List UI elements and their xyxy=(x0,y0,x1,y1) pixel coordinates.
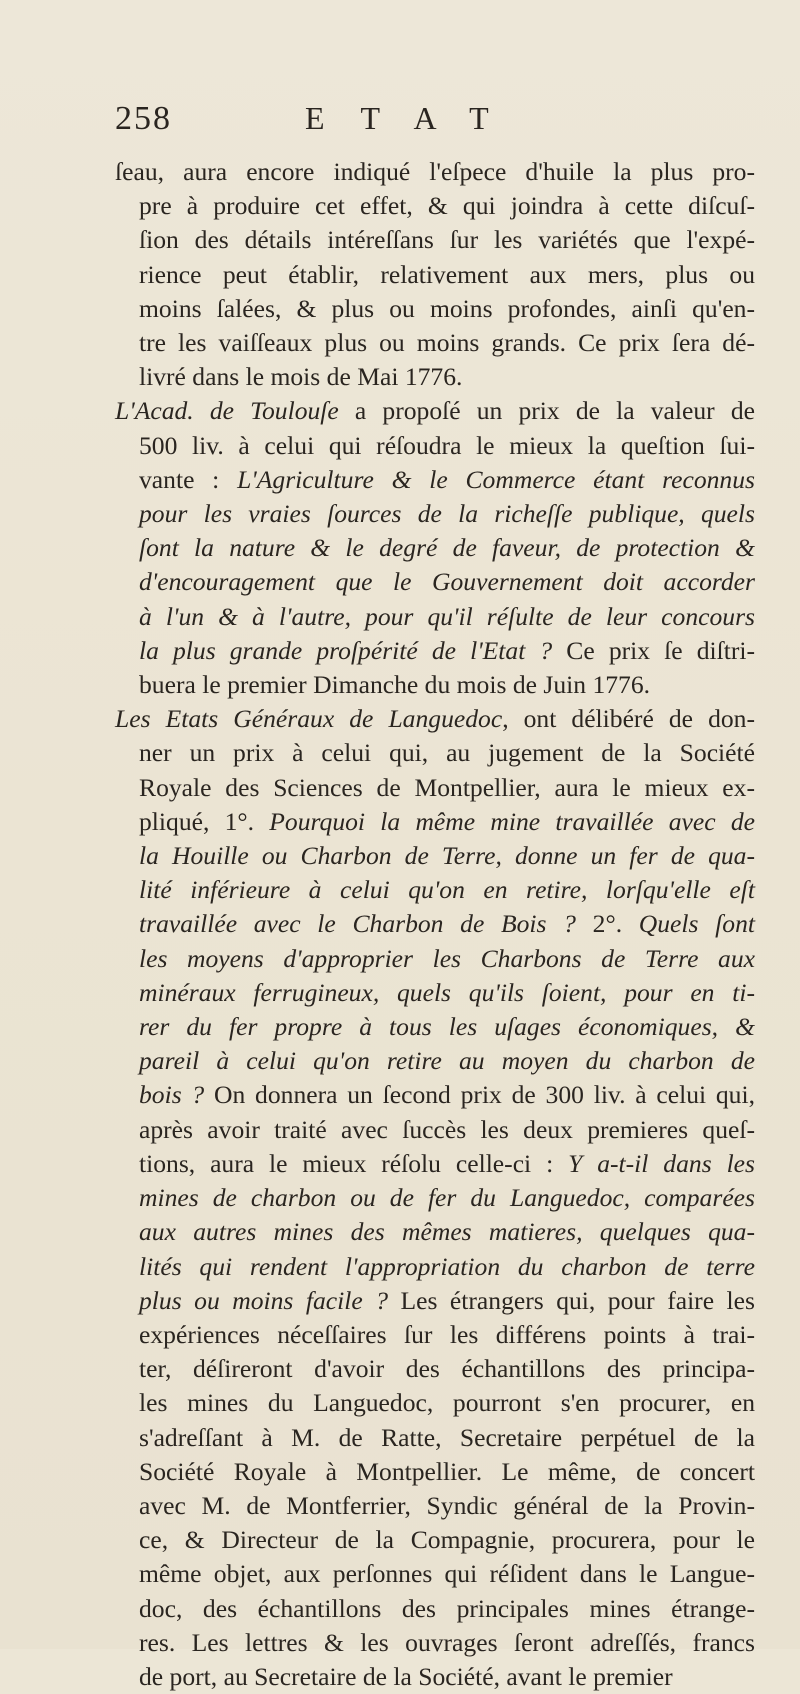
roman-text: a propoſé un prix de la valeur de xyxy=(338,396,755,426)
text-line xyxy=(115,360,755,394)
text-line xyxy=(115,1010,755,1044)
text-line xyxy=(115,1318,755,1352)
italic-text: Y a-t-il dans les xyxy=(568,1148,755,1178)
text-line xyxy=(115,258,755,292)
text-line xyxy=(115,1489,755,1523)
italic-text: rer du fer propre à tous les uſages économiques, & xyxy=(139,1012,755,1042)
text-line xyxy=(115,394,755,428)
italic-text: Quels ſont xyxy=(638,909,755,939)
roman-text: s'adreſſant à M. de Ratte, Secretaire perpétuel de la xyxy=(139,1422,755,1452)
roman-text: 500 liv. à celui qui réſoudra le mieux la queſtion ſui- xyxy=(139,430,755,460)
italic-text: aux autres mines des mêmes matieres, quelques qua- xyxy=(139,1217,755,1247)
text-line xyxy=(115,429,755,463)
italic-text: bois ? xyxy=(139,1080,205,1110)
text-line xyxy=(115,1352,755,1386)
running-head: ETAT xyxy=(305,100,525,136)
roman-text: ſion des détails intéreſſans ſur les variétés que l'expé- xyxy=(139,225,755,255)
text-line xyxy=(115,668,755,702)
roman-text: ner un prix à celui qui, au jugement de la Société xyxy=(139,738,755,768)
roman-text: après avoir traité avec ſuccès les deux premieres queſ- xyxy=(139,1114,755,1144)
text-line xyxy=(115,1250,755,1284)
text-line xyxy=(115,1284,755,1318)
roman-text: Royale des Sciences de Montpellier, aura le mieux ex- xyxy=(139,772,755,802)
roman-text: res. Les lettres & les ouvrages ſeront adreſſés, francs xyxy=(139,1627,755,1657)
text-line xyxy=(115,1626,755,1660)
page-number: 258 xyxy=(115,100,172,137)
text-line xyxy=(115,771,755,805)
text-line xyxy=(115,1044,755,1078)
italic-text: lité inférieure à celui qu'on en retire, lorſqu'elle eſt xyxy=(139,875,755,905)
roman-text: ter, déſireront d'avoir des échantillons des principa- xyxy=(139,1354,755,1384)
page-body-text xyxy=(115,155,755,1694)
roman-text: Les étrangers qui, pour faire les xyxy=(388,1285,755,1315)
italic-text: mines de charbon ou de fer du Languedoc, comparées xyxy=(139,1183,755,1213)
italic-text: la Houille ou Charbon de Terre, donne un fer de qua- xyxy=(139,841,755,871)
italic-text: Pourquoi la même mine travaillée avec de xyxy=(269,806,755,836)
text-line xyxy=(115,189,755,223)
roman-text: pre à produire cet effet, & qui joindra à cette diſcuſ- xyxy=(139,191,755,221)
roman-text: buera le premier Dimanche du mois de Juin 1776. xyxy=(139,670,651,700)
paragraph xyxy=(115,394,755,702)
text-line xyxy=(115,1215,755,1249)
roman-text: de port, au Secretaire de la Société, avant le premier xyxy=(139,1661,673,1691)
italic-text: L'Agriculture & le Commerce étant reconnus xyxy=(237,464,755,494)
roman-text: moins ſalées, & plus ou moins profondes, ainſi qu'en- xyxy=(139,293,755,323)
italic-text: L'Acad. de Toulouſe xyxy=(115,396,339,426)
roman-text: ce, & Directeur de la Compagnie, procurera, pour le xyxy=(139,1525,755,1555)
italic-text: ſont la nature & le degré de faveur, de protection & xyxy=(139,533,755,563)
roman-text: vante : xyxy=(139,464,238,494)
text-line xyxy=(115,942,755,976)
roman-text: doc, des échantillons des principales mines étrange- xyxy=(139,1593,755,1623)
text-line xyxy=(115,497,755,531)
roman-text: Société Royale à Montpellier. Le même, de concert xyxy=(139,1456,755,1486)
roman-text: rience peut établir, relativement aux mers, plus ou xyxy=(139,259,755,289)
italic-text: plus ou moins facile ? xyxy=(139,1285,388,1315)
text-line xyxy=(115,1455,755,1489)
text-line xyxy=(115,292,755,326)
text-line xyxy=(115,805,755,839)
text-line xyxy=(115,976,755,1010)
roman-text: pliqué, 1°. xyxy=(139,806,270,836)
italic-text: d'encouragement que le Gouvernement doit accorder xyxy=(139,567,755,597)
italic-text: Les Etats Généraux de Languedoc xyxy=(115,704,503,734)
text-line xyxy=(115,873,755,907)
italic-text: la plus grande proſpérité de l'Etat ? xyxy=(139,635,553,665)
roman-text: ſeau, aura encore indiqué l'eſpece d'huile la plus pro- xyxy=(115,157,755,186)
text-line xyxy=(115,1113,755,1147)
page-header xyxy=(115,100,675,150)
text-line xyxy=(115,1386,755,1420)
italic-text: pour les vraies ſources de la richeſſe publique, quels xyxy=(139,499,755,529)
italic-text: pareil à celui qu'on retire au moyen du charbon de xyxy=(139,1046,755,1076)
text-line xyxy=(115,1557,755,1591)
italic-text: minéraux ferrugineux, quels qu'ils ſoient, pour en ti- xyxy=(139,977,755,1007)
text-line xyxy=(115,1181,755,1215)
roman-text: même objet, aux perſonnes qui réſident dans le Langue- xyxy=(139,1559,755,1589)
roman-text: tions, aura le mieux réſolu celle-ci : xyxy=(139,1148,569,1178)
roman-text: expériences néceſſaires ſur les différens points à trai- xyxy=(139,1319,755,1349)
paragraph xyxy=(115,155,755,394)
text-line xyxy=(115,634,755,668)
text-line xyxy=(115,223,755,257)
paragraph xyxy=(115,702,755,1694)
roman-text: livré dans le mois de Mai 1776. xyxy=(139,362,463,392)
text-line xyxy=(115,1147,755,1181)
text-line xyxy=(115,839,755,873)
text-line xyxy=(115,1078,755,1112)
text-line xyxy=(115,907,755,941)
italic-text: travaillée avec le Charbon de Bois ? xyxy=(139,909,576,939)
roman-text: Ce prix ſe diſtri- xyxy=(552,635,755,665)
text-line xyxy=(115,736,755,770)
roman-text: 2°. xyxy=(575,909,639,939)
text-line xyxy=(115,1421,755,1455)
text-line xyxy=(115,1660,755,1694)
text-line xyxy=(115,531,755,565)
roman-text: avec M. de Montferrier, Syndic général de la Provin- xyxy=(139,1490,755,1520)
roman-text: , ont délibéré de don- xyxy=(502,704,755,734)
text-line xyxy=(115,155,755,189)
text-line xyxy=(115,326,755,360)
text-line xyxy=(115,600,755,634)
italic-text: lités qui rendent l'appropriation du charbon de terre xyxy=(139,1251,755,1281)
italic-text: les moyens d'approprier les Charbons de Terre aux xyxy=(139,943,755,973)
roman-text: On donnera un ſecond prix de 300 liv. à celui qui, xyxy=(204,1080,755,1110)
text-line xyxy=(115,1523,755,1557)
text-line xyxy=(115,702,755,736)
text-line xyxy=(115,565,755,599)
roman-text: les mines du Languedoc, pourront s'en procurer, en xyxy=(139,1388,755,1418)
roman-text: tre les vaiſſeaux plus ou moins grands. Ce prix ſera dé- xyxy=(139,328,755,358)
text-line xyxy=(115,1592,755,1626)
italic-text: à l'un & à l'autre, pour qu'il réſulte de leur concours xyxy=(139,601,755,631)
text-line xyxy=(115,463,755,497)
